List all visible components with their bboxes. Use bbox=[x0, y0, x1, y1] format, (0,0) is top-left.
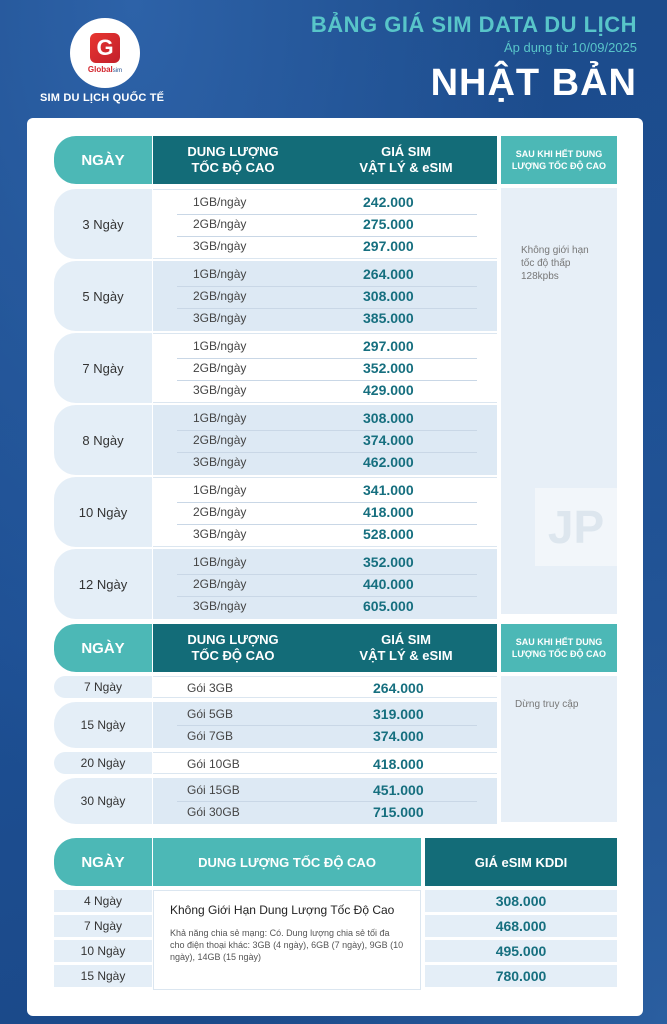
row-divider bbox=[177, 524, 477, 525]
row-divider bbox=[177, 286, 477, 287]
table3-capacity-header: DUNG LƯỢNG TỐC ĐỘ CAO bbox=[153, 838, 421, 886]
price-cell: 308.000 bbox=[363, 410, 414, 426]
price-cell: 385.000 bbox=[363, 310, 414, 326]
capacity-cell: 2GB/ngày bbox=[193, 433, 247, 447]
logo-g-icon: G bbox=[90, 33, 120, 63]
price-cell: 374.000 bbox=[373, 728, 424, 744]
day-label: 12 Ngày bbox=[54, 549, 152, 619]
price-cell: 418.000 bbox=[363, 504, 414, 520]
row-divider bbox=[177, 236, 477, 237]
price-cell: 605.000 bbox=[363, 598, 414, 614]
price-cell: 429.000 bbox=[363, 382, 414, 398]
table3-capacity-cell bbox=[153, 890, 421, 990]
capacity-cell: 3GB/ngày bbox=[193, 599, 247, 613]
price-cell: 297.000 bbox=[363, 338, 414, 354]
row-divider bbox=[177, 574, 477, 575]
day-label: 10 Ngày bbox=[54, 940, 152, 962]
day-label: 7 Ngày bbox=[54, 333, 152, 403]
package-cell: Gói 3GB bbox=[187, 681, 234, 695]
day-label: 15 Ngày bbox=[54, 965, 152, 987]
price-cell: 264.000 bbox=[363, 266, 414, 282]
row-divider bbox=[177, 452, 477, 453]
day-label: 8 Ngày bbox=[54, 405, 152, 475]
price-cell: 374.000 bbox=[363, 432, 414, 448]
table2-after-note: Dừng truy cập bbox=[515, 699, 579, 710]
price-cell: 462.000 bbox=[363, 454, 414, 470]
price-cell: 352.000 bbox=[363, 360, 414, 376]
row-divider bbox=[177, 308, 477, 309]
capacity-cell: 2GB/ngày bbox=[193, 289, 247, 303]
package-cell: Gói 10GB bbox=[187, 757, 240, 771]
capacity-cell: 2GB/ngày bbox=[193, 217, 247, 231]
table3-day-header: NGÀY bbox=[54, 838, 152, 886]
capacity-cell: 3GB/ngày bbox=[193, 455, 247, 469]
row-divider bbox=[177, 380, 477, 381]
table1-price-header: GIÁ SIM VẬT LÝ & eSIM bbox=[359, 144, 453, 175]
capacity-cell: 2GB/ngày bbox=[193, 361, 247, 375]
package-cell: Gói 7GB bbox=[187, 729, 234, 743]
table2-after-header: SAU KHI HẾT DUNG LƯỢNG TỐC ĐỘ CAO bbox=[501, 624, 617, 672]
row-divider bbox=[177, 358, 477, 359]
esim-price-cell: 308.000 bbox=[425, 890, 617, 912]
logo-wordmark bbox=[88, 65, 122, 74]
logo-name: Global bbox=[87, 64, 113, 74]
table2-after-column bbox=[501, 676, 617, 822]
price-cell: 352.000 bbox=[363, 554, 414, 570]
table1-after-header: SAU KHI HẾT DUNG LƯỢNG TỐC ĐỘ CAO bbox=[501, 136, 617, 184]
price-cell: 528.000 bbox=[363, 526, 414, 542]
jp-watermark: JP bbox=[535, 488, 617, 566]
capacity-cell: 1GB/ngày bbox=[193, 195, 247, 209]
day-label: 7 Ngày bbox=[54, 915, 152, 937]
day-label: 7 Ngày bbox=[54, 676, 152, 698]
table3-price-header: GIÁ eSIM KDDI bbox=[425, 838, 617, 886]
day-label: 3 Ngày bbox=[54, 189, 152, 259]
esim-price-cell: 495.000 bbox=[425, 940, 617, 962]
package-cell: Gói 5GB bbox=[187, 707, 234, 721]
package-cell: Gói 30GB bbox=[187, 805, 240, 819]
row-divider bbox=[177, 430, 477, 431]
price-cell: 418.000 bbox=[373, 756, 424, 772]
table1-after-column bbox=[501, 188, 617, 614]
day-label: 15 Ngày bbox=[54, 702, 152, 748]
row-divider bbox=[177, 214, 477, 215]
row-divider bbox=[177, 801, 477, 802]
table2-header-row bbox=[153, 624, 497, 672]
table3-capacity-note: Khả năng chia sẻ mạng: Có. Dung lượng chia sẻ tối đa cho điện thoại khác: 3GB (4 ngày), 6GB (7 ngày), 9GB (10 ngày), 14GB (15 ngày) bbox=[170, 928, 404, 963]
package-cell: Gói 15GB bbox=[187, 783, 240, 797]
price-cell: 341.000 bbox=[363, 482, 414, 498]
capacity-cell: 1GB/ngày bbox=[193, 411, 247, 425]
table1-capacity-header: DUNG LƯỢNG TỐC ĐỘ CAO bbox=[187, 144, 279, 175]
day-label: 20 Ngày bbox=[54, 752, 152, 774]
table2-price-header: GIÁ SIM VẬT LÝ & eSIM bbox=[359, 632, 453, 663]
effective-date: Áp dụng từ 10/09/2025 bbox=[503, 40, 637, 55]
capacity-cell: 3GB/ngày bbox=[193, 383, 247, 397]
day-label: 10 Ngày bbox=[54, 477, 152, 547]
price-cell: 297.000 bbox=[363, 238, 414, 254]
row-divider bbox=[177, 725, 477, 726]
day-label: 30 Ngày bbox=[54, 778, 152, 824]
brand-tagline: SIM DU LỊCH QUỐC TẾ bbox=[40, 92, 165, 104]
price-cell: 242.000 bbox=[363, 194, 414, 210]
capacity-cell: 3GB/ngày bbox=[193, 527, 247, 541]
table2-day-header: NGÀY bbox=[54, 624, 152, 672]
price-cell: 275.000 bbox=[363, 216, 414, 232]
row-divider bbox=[177, 502, 477, 503]
day-label: 4 Ngày bbox=[54, 890, 152, 912]
price-cell: 319.000 bbox=[373, 706, 424, 722]
capacity-cell: 1GB/ngày bbox=[193, 267, 247, 281]
table1-after-note: Không giới hạn tốc độ thấp 128kpbs bbox=[521, 245, 589, 282]
country-title: NHẬT BẢN bbox=[430, 62, 637, 104]
price-cell: 264.000 bbox=[373, 680, 424, 696]
table3-capacity-title: Không Giới Hạn Dung Lượng Tốc Độ Cao bbox=[170, 903, 395, 917]
capacity-cell: 1GB/ngày bbox=[193, 339, 247, 353]
day-label: 5 Ngày bbox=[54, 261, 152, 331]
esim-price-cell: 468.000 bbox=[425, 915, 617, 937]
brand-logo bbox=[70, 18, 140, 88]
row-divider bbox=[177, 596, 477, 597]
capacity-cell: 1GB/ngày bbox=[193, 483, 247, 497]
price-cell: 451.000 bbox=[373, 782, 424, 798]
table1-day-header: NGÀY bbox=[54, 136, 152, 184]
capacity-cell: 2GB/ngày bbox=[193, 577, 247, 591]
capacity-cell: 1GB/ngày bbox=[193, 555, 247, 569]
capacity-cell: 2GB/ngày bbox=[193, 505, 247, 519]
table1-header-row bbox=[153, 136, 497, 184]
logo-suffix: sim bbox=[112, 67, 123, 74]
price-cell: 715.000 bbox=[373, 804, 424, 820]
price-card bbox=[27, 118, 643, 1016]
esim-price-cell: 780.000 bbox=[425, 965, 617, 987]
capacity-cell: 3GB/ngày bbox=[193, 239, 247, 253]
capacity-cell: 3GB/ngày bbox=[193, 311, 247, 325]
price-cell: 308.000 bbox=[363, 288, 414, 304]
price-cell: 440.000 bbox=[363, 576, 414, 592]
page-title: BẢNG GIÁ SIM DATA DU LỊCH bbox=[310, 12, 637, 37]
table2-capacity-header: DUNG LƯỢNG TỐC ĐỘ CAO bbox=[187, 632, 279, 663]
